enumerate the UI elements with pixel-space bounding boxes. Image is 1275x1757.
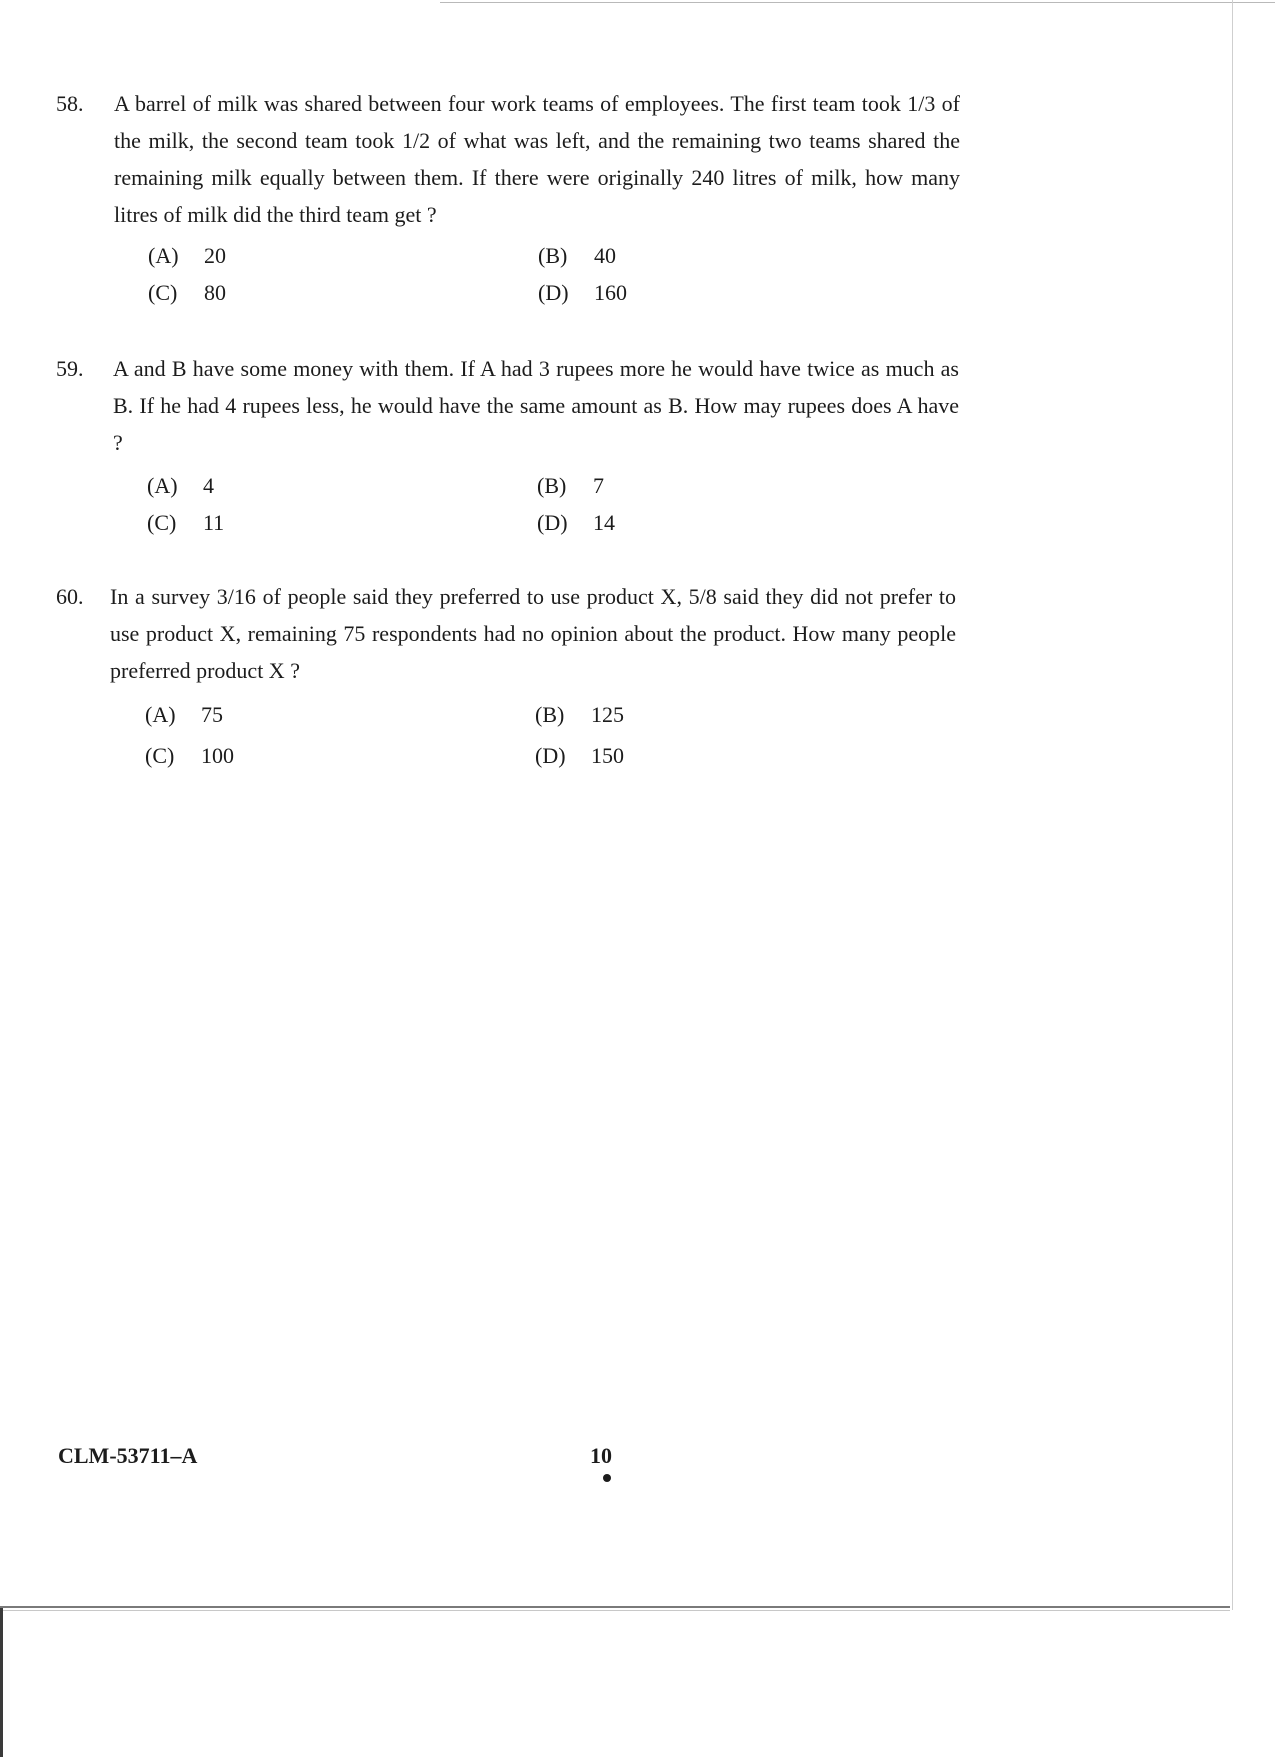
option-value: 160 bbox=[594, 280, 627, 305]
option-letter: (C) bbox=[145, 743, 175, 768]
option-value: 14 bbox=[593, 510, 615, 535]
option-a bbox=[148, 241, 226, 271]
question-text: In a survey 3/16 of people said they preferred to use product X, 5/8 said they did not prefer to use product X, remaining 75 respondents had no opinion about the product. How many people preferred product X ? bbox=[110, 584, 956, 683]
scan-edge-top bbox=[440, 2, 1275, 3]
question-text: A barrel of milk was shared between four work teams of employees. The first team took 1/3 of the milk, the second team took 1/2 of what was left, and the remaining two teams shared the remaining milk equally between them. If there were originally 240 litres of milk, how many litres of milk did the third team get ? bbox=[114, 91, 960, 227]
option-letter: (B) bbox=[537, 473, 567, 498]
option-value: 75 bbox=[201, 702, 223, 727]
option-value: 125 bbox=[591, 702, 624, 727]
option-letter: (C) bbox=[147, 510, 177, 535]
option-letter: (A) bbox=[145, 702, 176, 727]
option-b bbox=[535, 700, 624, 730]
option-d bbox=[538, 278, 627, 308]
option-value: 40 bbox=[594, 243, 616, 268]
option-value: 80 bbox=[204, 280, 226, 305]
scan-edge-right bbox=[1232, 0, 1233, 1610]
option-letter: (D) bbox=[538, 280, 569, 305]
paper-code: CLM-53711–A bbox=[58, 1443, 198, 1468]
question-number: 60. bbox=[56, 584, 84, 609]
option-letter: (D) bbox=[535, 743, 566, 768]
scan-edge-left bbox=[0, 1608, 3, 1757]
option-b bbox=[538, 241, 616, 271]
scan-edge-bottom bbox=[0, 1606, 1230, 1608]
option-b bbox=[537, 471, 604, 501]
option-value: 11 bbox=[203, 510, 225, 535]
option-letter: (D) bbox=[537, 510, 568, 535]
scan-edge-bottom-faint bbox=[0, 1610, 1230, 1611]
option-c bbox=[148, 278, 226, 308]
option-c bbox=[147, 508, 224, 538]
page-dot bbox=[603, 1474, 611, 1482]
option-value: 100 bbox=[201, 743, 234, 768]
question-text: A and B have some money with them. If A had 3 rupees more he would have twice as much as B. If he had 4 rupees less, he would have the same amount as B. How may rupees does A have ? bbox=[113, 356, 959, 455]
option-c bbox=[145, 741, 234, 771]
option-letter: (C) bbox=[148, 280, 178, 305]
option-a bbox=[147, 471, 214, 501]
option-a bbox=[145, 700, 223, 730]
option-d bbox=[535, 741, 624, 771]
option-value: 4 bbox=[203, 473, 214, 498]
question-number: 59. bbox=[56, 356, 84, 381]
option-letter: (B) bbox=[535, 702, 565, 727]
option-letter: (B) bbox=[538, 243, 568, 268]
option-letter: (A) bbox=[147, 473, 178, 498]
page-number: 10 bbox=[590, 1443, 612, 1468]
question-number: 58. bbox=[56, 91, 84, 116]
option-value: 7 bbox=[593, 473, 604, 498]
option-value: 150 bbox=[591, 743, 624, 768]
option-d bbox=[537, 508, 615, 538]
option-value: 20 bbox=[204, 243, 226, 268]
option-letter: (A) bbox=[148, 243, 179, 268]
